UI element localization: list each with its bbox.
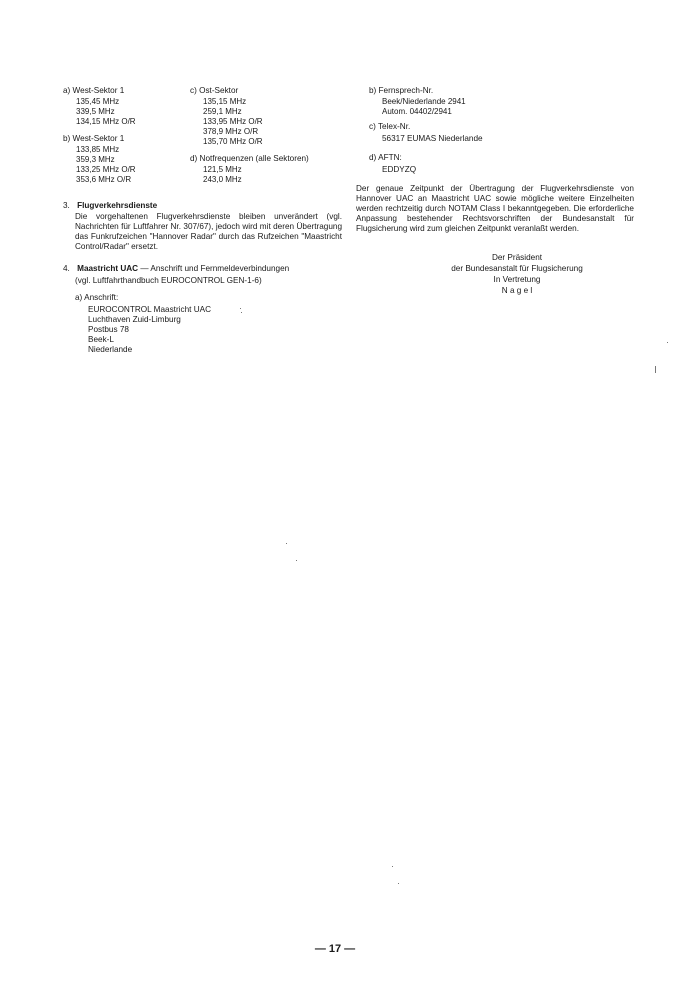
scan-speck <box>392 866 393 867</box>
frequency-line: 121,5 MHz <box>203 165 242 174</box>
frequency-line: 359,3 MHz <box>76 155 115 164</box>
fernsprech-lines <box>382 97 466 117</box>
scan-speck <box>286 543 287 544</box>
frequency-line: 133,25 MHz O/R <box>76 165 136 174</box>
telex-number: 56317 EUMAS Niederlande <box>382 134 483 143</box>
section-4-heading <box>63 264 289 274</box>
phone-line: Autom. 04402/2941 <box>382 107 452 116</box>
section-4-title: Maastricht UAC <box>77 264 139 273</box>
frequency-line: 135,45 MHz <box>76 97 120 106</box>
section-3-body: Die vorgehaltenen Flugverkehrsdienste bleiben unverändert (vgl. Nachrichten für Luftfahrer Nr. 307/67), jedoch wird mit deren Übertragung das Funkrufzeichen "Hannover Radar" durch das Rufzeichen "Maastricht Control/Radar" ersetzt. <box>75 212 342 251</box>
frequency-line: 339,5 MHz <box>76 107 115 116</box>
address-line: Niederlande <box>88 345 133 354</box>
transfer-paragraph: Der genaue Zeitpunkt der Übertragung der Flugverkehrsdienste von Hannover UAC an Maastricht UAC sowie mögliche weitere Einzelheiten werden rechtzeitig durch NOTAM Class I bekanntgegeben. Die erforderliche Anpassung bestehender Rechtsvorschriften der Bundesanstalt für Flugsicherung wird zum gleichen Zeitpunkt veranlaßt werden. <box>356 184 634 233</box>
address-line: Postbus 78 <box>88 325 129 334</box>
scan-speck <box>240 308 241 309</box>
section-4-title-rest: — Anschrift und Fernmeldeverbindungen <box>138 264 290 273</box>
frequency-line: 133,95 MHz O/R <box>203 117 263 126</box>
frequency-line: 378,9 MHz O/R <box>203 127 259 136</box>
west-sektor-1-b-frequencies <box>76 145 136 185</box>
aftn-code: EDDYZQ <box>382 165 417 174</box>
address-block <box>88 305 211 355</box>
address-line: Luchthaven Zuid-Limburg <box>88 315 181 324</box>
frequency-line: 259,1 MHz <box>203 107 242 116</box>
scan-speck <box>241 312 242 313</box>
frequency-line: 243,0 MHz <box>203 175 242 184</box>
scan-speck <box>655 366 656 373</box>
section-3-number: 3. <box>63 201 70 210</box>
signature-line: In Vertretung <box>493 275 541 284</box>
signature-block <box>430 253 604 296</box>
scan-speck <box>296 560 297 561</box>
west-sektor-1-a-label: a) West-Sektor 1 <box>63 86 125 95</box>
frequency-line: 353,6 MHz O/R <box>76 175 132 184</box>
signature-name: N a g e l <box>501 286 533 295</box>
ost-sektor-frequencies <box>203 97 263 147</box>
signature-line: der Bundesanstalt für Flugsicherung <box>451 264 583 273</box>
frequency-line: 135,15 MHz <box>203 97 247 106</box>
address-line: EUROCONTROL Maastricht UAC <box>88 305 211 314</box>
frequency-line: 134,15 MHz O/R <box>76 117 136 126</box>
section-4-reference: (vgl. Luftfahrthandbuch EUROCONTROL GEN-1-6) <box>75 276 262 285</box>
ost-sektor-label: c) Ost-Sektor <box>190 86 239 95</box>
anschrift-label: a) Anschrift: <box>75 293 119 302</box>
section-3-title: Flugverkehrsdienste <box>77 201 158 210</box>
fernsprech-label: b) Fernsprech-Nr. <box>369 86 434 95</box>
frequency-line: 133,85 MHz <box>76 145 120 154</box>
west-sektor-1-b-label: b) West-Sektor 1 <box>63 134 125 143</box>
telex-label: c) Telex-Nr. <box>369 122 411 131</box>
section-4-number: 4. <box>63 264 70 273</box>
page-number: — 17 — <box>314 943 356 955</box>
frequency-line: 135,70 MHz O/R <box>203 137 263 146</box>
aftn-label: d) AFTN: <box>369 153 402 162</box>
west-sektor-1-a-frequencies <box>76 97 136 127</box>
section-3-heading <box>63 201 157 211</box>
phone-line: Beek/Niederlande 2941 <box>382 97 466 106</box>
address-line: Beek-L <box>88 335 114 344</box>
scan-speck <box>667 342 668 343</box>
signature-line: Der Präsident <box>491 253 543 262</box>
notfrequenzen-label: d) Notfrequenzen (alle Sektoren) <box>190 154 309 163</box>
notfrequenzen-frequencies <box>203 165 242 185</box>
scan-speck <box>398 883 399 884</box>
